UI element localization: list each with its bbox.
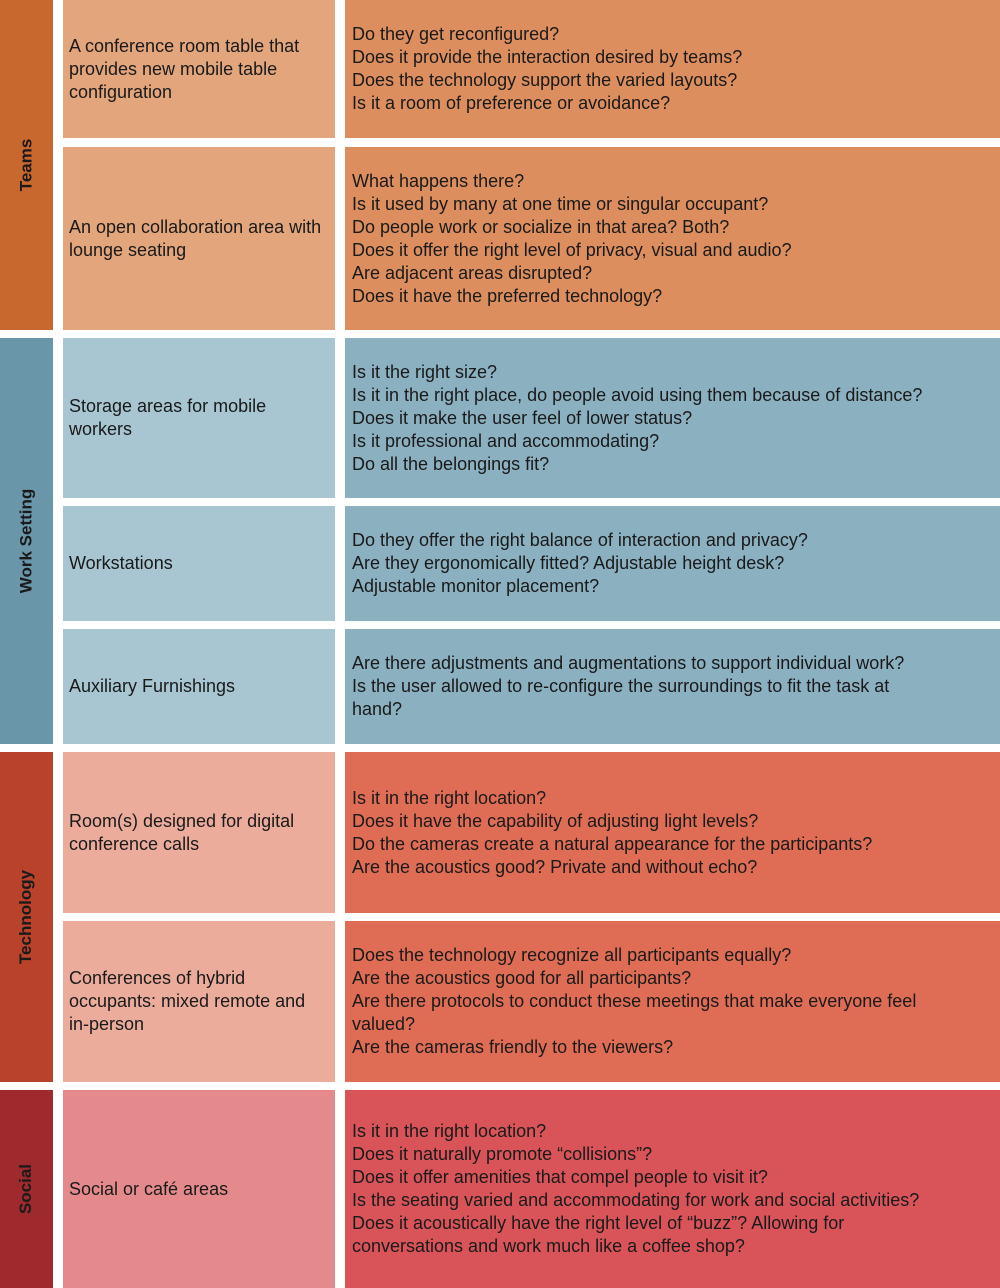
item-label: Storage areas for mobile workers	[69, 396, 267, 439]
questions-cell	[345, 0, 1000, 138]
item-label: Conferences of hybrid occupants: mixed remote and in-person	[69, 968, 306, 1034]
question-line: Is it a room of preference or avoidance?	[352, 93, 671, 113]
question-line: Are the acoustics good? Private and without echo?	[352, 856, 758, 877]
category-label: Social	[16, 1163, 36, 1215]
item-label: Social or café areas	[69, 1178, 229, 1199]
question-line: Does the technology support the varied layouts?	[352, 70, 738, 90]
question-line: Do the cameras create a natural appearance for the participants?	[352, 833, 873, 854]
question-line: Does it naturally promote “collisions”?	[352, 1144, 653, 1164]
question-line: conversations and work much like a coffee shop?	[352, 1236, 745, 1256]
question-line: Is it used by many at one time or singular occupant?	[352, 193, 769, 214]
question-line: Is the user allowed to re-configure the surroundings to fit the task at	[352, 676, 890, 696]
category-label: Teams	[16, 138, 36, 192]
question-line: hand?	[352, 699, 403, 719]
item-cell	[63, 921, 335, 1082]
question-line: Is it in the right location?	[352, 1121, 547, 1141]
questions-cell	[345, 629, 1000, 744]
item-cell	[63, 0, 335, 138]
category-label: Work Setting	[16, 488, 36, 594]
question-line: Do all the belongings fit?	[352, 453, 550, 474]
question-line: Is it in the right location?	[352, 787, 547, 808]
item-label: A conference room table that provides new mobile table configuration	[69, 35, 300, 102]
question-line: Does it offer amenities that compel people to visit it?	[352, 1167, 768, 1187]
questions-cell	[345, 147, 1000, 330]
item-cell	[63, 752, 335, 913]
questions-cell	[345, 1090, 1000, 1288]
item-cell	[63, 147, 335, 330]
question-line: Is it professional and accommodating?	[352, 430, 660, 451]
question-line: valued?	[352, 1014, 416, 1034]
questions-cell	[345, 338, 1000, 498]
question-line: Are they ergonomically fitted? Adjustable height desk?	[352, 553, 785, 573]
question-line: Do people work or socialize in that area? Both?	[352, 216, 730, 237]
question-line: Does it make the user feel of lower status?	[352, 407, 693, 428]
question-line: Do they get reconfigured?	[352, 24, 560, 44]
item-label: Auxiliary Furnishings	[69, 676, 236, 696]
category-teams	[0, 0, 53, 330]
questions-cell	[345, 921, 1000, 1082]
item-label: Room(s) designed for digital conference calls	[69, 810, 295, 854]
category-label: Technology	[16, 869, 36, 965]
question-line: Does the technology recognize all participants equally?	[352, 945, 792, 965]
question-line: Is the seating varied and accommodating for work and social activities?	[352, 1190, 920, 1210]
item-cell	[63, 338, 335, 498]
question-line: Does it have the preferred technology?	[352, 285, 663, 306]
question-line: Is it the right size?	[352, 361, 498, 382]
question-line: Does it provide the interaction desired by teams?	[352, 47, 743, 67]
category-technology	[0, 752, 53, 1082]
item-cell	[63, 1090, 335, 1288]
question-line: Are there protocols to conduct these meetings that make everyone feel	[352, 991, 917, 1011]
category-social	[0, 1090, 53, 1288]
question-line: Are adjacent areas disrupted?	[352, 262, 593, 283]
questions-cell	[345, 752, 1000, 913]
question-line: Does it acoustically have the right level of “buzz”? Allowing for	[352, 1213, 845, 1233]
item-label: Workstations	[69, 553, 173, 573]
question-line: Is it in the right place, do people avoid using them because of distance?	[352, 384, 923, 405]
question-line: What happens there?	[352, 170, 525, 191]
question-line: Are the cameras friendly to the viewers?	[352, 1037, 674, 1057]
item-cell	[63, 506, 335, 621]
question-line: Are the acoustics good for all participants?	[352, 968, 692, 988]
item-cell	[63, 629, 335, 744]
question-line: Do they offer the right balance of interaction and privacy?	[352, 530, 808, 550]
question-line: Does it have the capability of adjusting light levels?	[352, 810, 759, 831]
questions-cell	[345, 506, 1000, 621]
category-work-setting	[0, 338, 53, 744]
question-line: Adjustable monitor placement?	[352, 576, 600, 596]
item-label: An open collaboration area with lounge seating	[69, 216, 322, 260]
question-line: Are there adjustments and augmentations to support individual work?	[352, 653, 905, 673]
question-line: Does it offer the right level of privacy, visual and audio?	[352, 239, 792, 260]
